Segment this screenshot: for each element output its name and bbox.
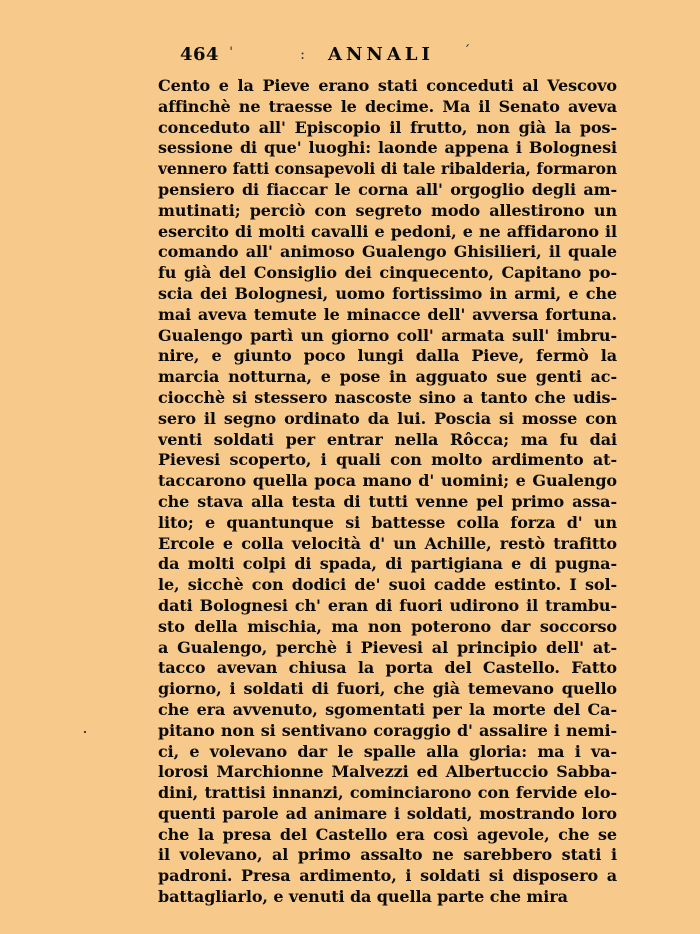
text-line: da molti colpi di spada, di partigiana e di pugna-	[158, 554, 617, 574]
text-line: ci, e volevano dar le spalle alla gloria: ma i va-	[158, 741, 617, 761]
text-line: ciocchè si stessero nascoste sino a tanto che udis-	[158, 387, 617, 407]
text-line: padroni. Presa ardimento, i soldati si disposero a	[158, 866, 617, 886]
text-line: pensiero di fiaccar le corna all' orgoglio degli am-	[158, 179, 617, 199]
text-line: tacco avevan chiusa la porta del Castello. Fatto	[158, 658, 617, 678]
text-line: nire, e giunto poco lungi dalla Pieve, fermò la	[158, 346, 617, 366]
text-line: giorno, i soldati di fuori, che già temevano quello	[158, 679, 617, 699]
text-line: a Gualengo, perchè i Pievesi al principio dell' at-	[158, 637, 617, 657]
print-mark: ˈ	[229, 44, 234, 62]
text-line: lorosi Marchionne Malvezzi ed Albertuccio Sabba-	[158, 762, 617, 782]
page-number: 464	[180, 44, 220, 65]
text-line: che era avvenuto, sgomentati per la morte del Ca-	[158, 699, 617, 719]
text-line: Gualengo partì un giorno coll' armata sull' imbru-	[158, 325, 617, 345]
text-line: comando all' animoso Gualengo Ghisilieri, il quale	[158, 242, 617, 262]
page-header	[0, 44, 700, 72]
text-line: mai aveva temute le minacce dell' avversa fortuna.	[158, 304, 617, 324]
text-line: che la presa del Castello era così agevole, che se	[158, 824, 617, 844]
text-line: battagliarlo, e venuti da quella parte che mira	[158, 887, 568, 907]
text-line: taccarono quella poca mano d' uomini; e Gualengo	[158, 471, 617, 491]
text-line: scia dei Bolognesi, uomo fortissimo in armi, e che	[158, 283, 617, 303]
text-line: il volevano, al primo assalto ne sarebbero stati i	[158, 845, 617, 865]
text-line: conceduto all' Episcopio il frutto, non già la pos-	[158, 117, 617, 137]
text-line: le, sicchè con dodici de' suoi cadde estinto. I sol-	[158, 575, 617, 595]
text-line: sto della mischia, ma non poterono dar soccorso	[158, 616, 617, 636]
text-line: sero il segno ordinato da lui. Poscia si mosse con	[158, 408, 617, 428]
running-title: ANNALI	[328, 44, 434, 65]
text-line: dini, trattisi innanzi, cominciarono con fervide elo-	[158, 783, 617, 803]
print-mark: :	[300, 45, 306, 63]
text-line: quenti parole ad animare i soldati, mostrando loro	[158, 803, 617, 823]
ink-speck	[84, 731, 86, 733]
text-line: che stava alla testa di tutti venne pel primo assa-	[158, 491, 617, 511]
text-line: mutinati; perciò con segreto modo allestirono un	[158, 200, 617, 220]
text-line: Ercole e colla velocità d' un Achille, restò trafitto	[158, 533, 617, 553]
text-line: affinchè ne traesse le decime. Ma il Senato aveva	[158, 96, 617, 116]
text-line: lito; e quantunque si battesse colla forza d' un	[158, 512, 617, 532]
text-line: Pievesi scoperto, i quali con molto ardimento at-	[158, 450, 617, 470]
text-line: pitano non si sentivano coraggio d' assalire i nemi-	[158, 720, 617, 740]
text-line: venti soldati per entrar nella Rôcca; ma fu dai	[158, 429, 617, 449]
text-line: fu già del Consiglio dei cinquecento, Capitano po-	[158, 263, 617, 283]
text-line: esercito di molti cavalli e pedoni, e ne affidarono il	[158, 221, 617, 241]
body-text	[158, 76, 617, 908]
text-line: sessione di que' luoghi: laonde appena i Bolognesi	[158, 138, 617, 158]
text-line: dati Bolognesi ch' eran di fuori udirono il trambu-	[158, 595, 617, 615]
text-line: marcia notturna, e pose in agguato sue genti ac-	[158, 367, 617, 387]
text-line: Cento e la Pieve erano stati conceduti al Vescovo	[158, 76, 617, 95]
print-mark: ˊ	[463, 42, 471, 60]
text-line: vennero fatti consapevoli di tale ribalderia, formaron	[158, 159, 617, 179]
